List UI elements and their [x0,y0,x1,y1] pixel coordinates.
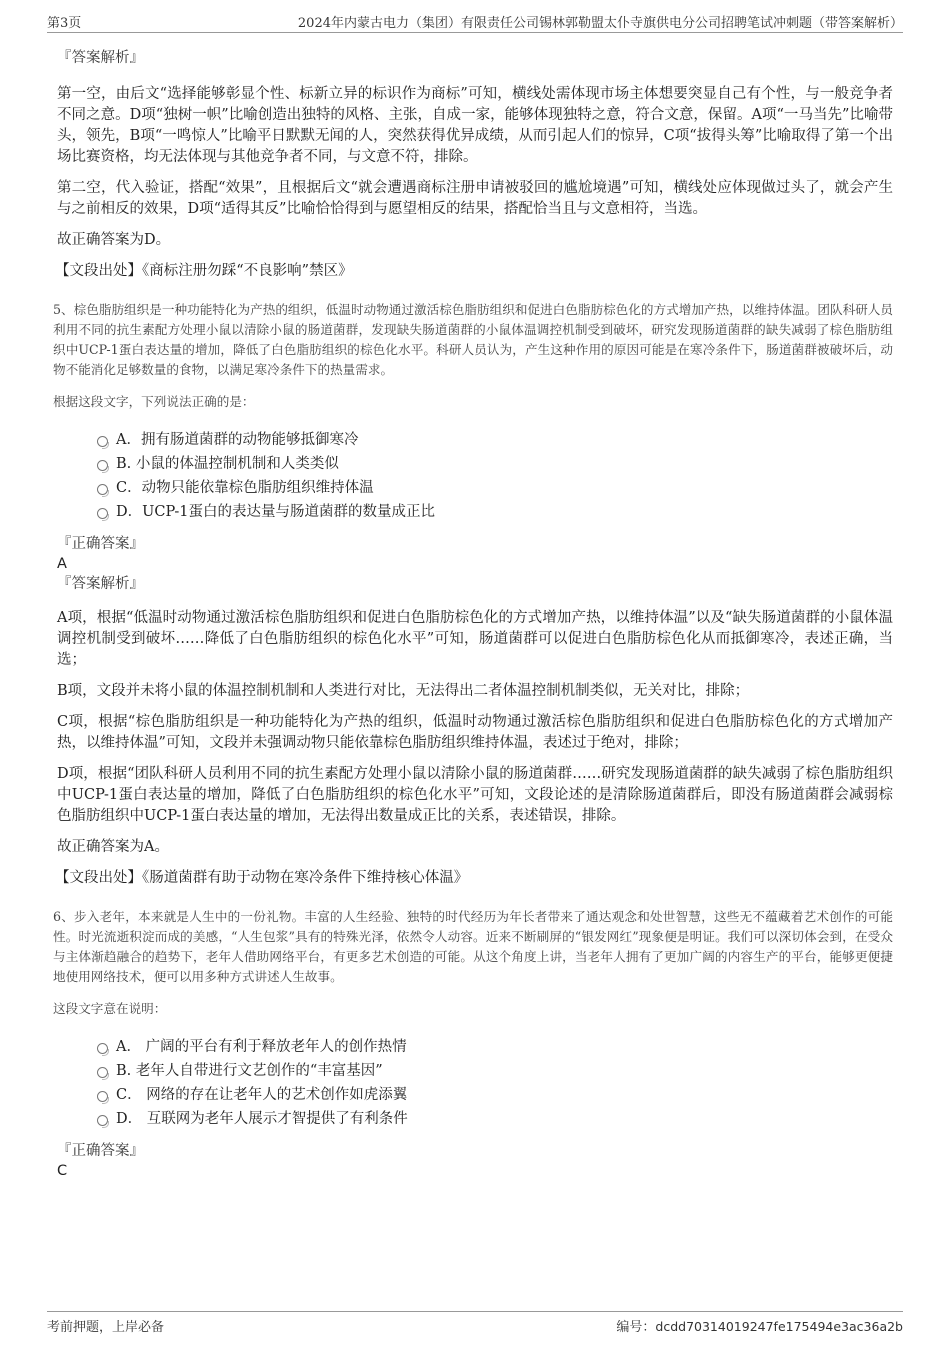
radio-icon[interactable] [97,1115,108,1126]
question-5-prompt: 根据这段文字，下列说法正确的是： [53,394,255,409]
correct-answer: A [57,556,67,572]
analysis-paragraph: 第二空，代入验证，搭配“效果”，且根据后文“就会遭遇商标注册申请被驳回的尴尬境遇”可知，横线处应体现做过头了，就会产生与之前相反的效果，D项“适得其反”比喻恰恰得到与愿望相反的结果，搭配恰当且与文意相符，当选。 [57,180,893,217]
question-5-text: 5、棕色脂肪组织是一种功能特化为产热的组织，低温时动物通过激活棕色脂肪组织和促进白色脂肪棕色化的方式增加产热，以维持体温。团队科研人员利用不同的抗生素配方处理小鼠以清除小鼠的肠道菌群，发现缺失肠道菌群的小鼠体温调控机制受到破坏，研究发现肠道菌群的缺失减弱了棕色脂肪组织中UCP-1蛋白表达量的增加，降低了白色脂肪组织的棕色化水平。科研人员认为，产生这种作用的原因可能是在寒冷条件下，肠道菌群被破坏后，动物不能消化足够数量的食物，以满足寒冷条件下的热量需求。 [53,302,893,377]
document-id-label: 编号： [616,1320,656,1335]
radio-icon[interactable] [97,1043,108,1054]
radio-icon[interactable] [97,508,108,519]
analysis-conclusion: 故正确答案为D。 [57,232,171,248]
analysis-label: 『答案解析』 [57,576,144,592]
page-footer [47,1311,903,1336]
question-6-options [57,1035,893,1131]
question-6-text: 6、步入老年，本来就是人生中的一份礼物。丰富的人生经验、独特的时代经历为年长者带来了通达观念和处世智慧，这些无不蕴藏着艺术创作的可能性。时光流逝积淀而成的美感，“人生包浆”具有的特殊光泽，依然令人动容。近来不断刷屏的“银发网红”现象便是明证。我们可以深切体会到，在受众与主体渐趋融合的趋势下，老年人借助网络平台，有更多艺术创造的可能。从这个角度上讲，当老年人拥有了更加广阔的内容生产的平台，能够更便捷地使用网络技术，便可以用多种方式讲述人生故事。 [53,909,893,984]
radio-icon[interactable] [97,1067,108,1078]
option-a[interactable] [57,1035,893,1059]
option-c[interactable] [57,476,893,500]
question-5-options [57,428,893,524]
analysis-paragraph: A项，根据“低温时动物通过激活棕色脂肪组织和促进白色脂肪棕色化的方式增加产热，以维持体温”以及“缺失肠道菌群的小鼠体温调控机制受到破坏……降低了白色脂肪组织的棕色化水平”可知，肠道菌群可以促进白色脂肪棕色化从而抵御寒冷，表述正确，当选； [57,610,893,668]
option-d[interactable] [57,500,893,524]
correct-answer-label: 『正确答案』 [57,536,144,552]
analysis-paragraph: 第一空，由后文“选择能够彰显个性、标新立异的标识作为商标”可知，横线处需体现市场主体想要突显自己有个性，与一般竞争者不同之意。D项“独树一帜”比喻创造出独特的风格、主张，自成一家，能够体现独特之意，符合文意，保留。A项“一马当先”比喻带头，领先，B项“一鸣惊人”比喻平日默默无闻的人，突然获得优异成绩，从而引起人们的惊异，C项“拔得头筹”比喻取得了第一个出场比赛资格，均无法体现与其他竞争者不同，与文意不符，排除。 [57,86,893,165]
page-header [47,10,903,33]
option-c[interactable] [57,1083,893,1107]
radio-icon[interactable] [97,436,108,447]
analysis-paragraph: D项，根据“团队科研人员利用不同的抗生素配方处理小鼠以清除小鼠的肠道菌群……研究发现肠道菌群的缺失减弱了棕色脂肪组织中UCP-1蛋白表达量的增加，降低了白色脂肪组织的棕色化水平”可知，文段论述的是清除肠道菌群后，即没有肠道菌群会减弱棕色脂肪组织中UCP-1蛋白表达量的增加，无法得出数量成正比的关系，表述错误，排除。 [57,766,893,824]
analysis-paragraph: B项，文段并未将小鼠的体温控制机制和人类进行对比，无法得出二者体温控制机制类似，无关对比，排除； [57,683,750,699]
option-label: D．UCP-1蛋白的表达量与肠道菌群的数量成正比 [116,504,436,520]
analysis-label: 『答案解析』 [57,50,144,66]
question-6-prompt: 这段文字意在说明： [53,1001,167,1016]
option-label: D． 互联网为老年人展示才智提供了有利条件 [116,1111,408,1127]
option-label: C．动物只能依靠棕色脂肪组织维持体温 [116,480,374,496]
analysis-paragraph: C项，根据“棕色脂肪组织是一种功能特化为产热的组织，低温时动物通过激活棕色脂肪组织和促进白色脂肪棕色化的方式增加产热，以维持体温”可知，文段并未强调动物只能依靠棕色脂肪组织维持体温，表述过于绝对，排除； [57,714,893,751]
radio-icon[interactable] [97,1091,108,1102]
option-label: B. 老年人自带进行文艺创作的“丰富基因” [116,1063,383,1079]
radio-icon[interactable] [97,484,108,495]
document-body [53,40,893,1181]
option-label: A．拥有肠道菌群的动物能够抵御寒冷 [116,432,359,448]
footer-slogan: 考前押题，上岸必备 [47,1320,165,1335]
document-id [616,1316,903,1335]
source-citation: 【文段出处】《肠道菌群有助于动物在寒冷条件下维持核心体温》 [55,870,469,886]
correct-answer-label: 『正确答案』 [57,1143,144,1159]
radio-icon[interactable] [97,460,108,471]
page-number: 第3页 [47,16,82,31]
option-b[interactable] [57,452,893,476]
option-label: B. 小鼠的体温控制机制和人类类似 [116,456,339,472]
option-b[interactable] [57,1059,893,1083]
correct-answer: C [57,1163,68,1179]
analysis-conclusion: 故正确答案为A。 [57,839,169,855]
option-label: C． 网络的存在让老年人的艺术创作如虎添翼 [116,1087,408,1103]
option-d[interactable] [57,1107,893,1131]
document-title: 2024年内蒙古电力（集团）有限责任公司锡林郭勒盟太仆寺旗供电分公司招聘笔试冲刺题（带答案解析） [297,16,903,31]
option-label: A． 广阔的平台有利于释放老年人的创作热情 [116,1039,407,1055]
option-a[interactable] [57,428,893,452]
source-citation: 【文段出处】《商标注册勿踩“不良影响”禁区》 [55,263,353,279]
document-id-value: dcdd70314019247fe175494e3ac36a2b [655,1319,903,1334]
